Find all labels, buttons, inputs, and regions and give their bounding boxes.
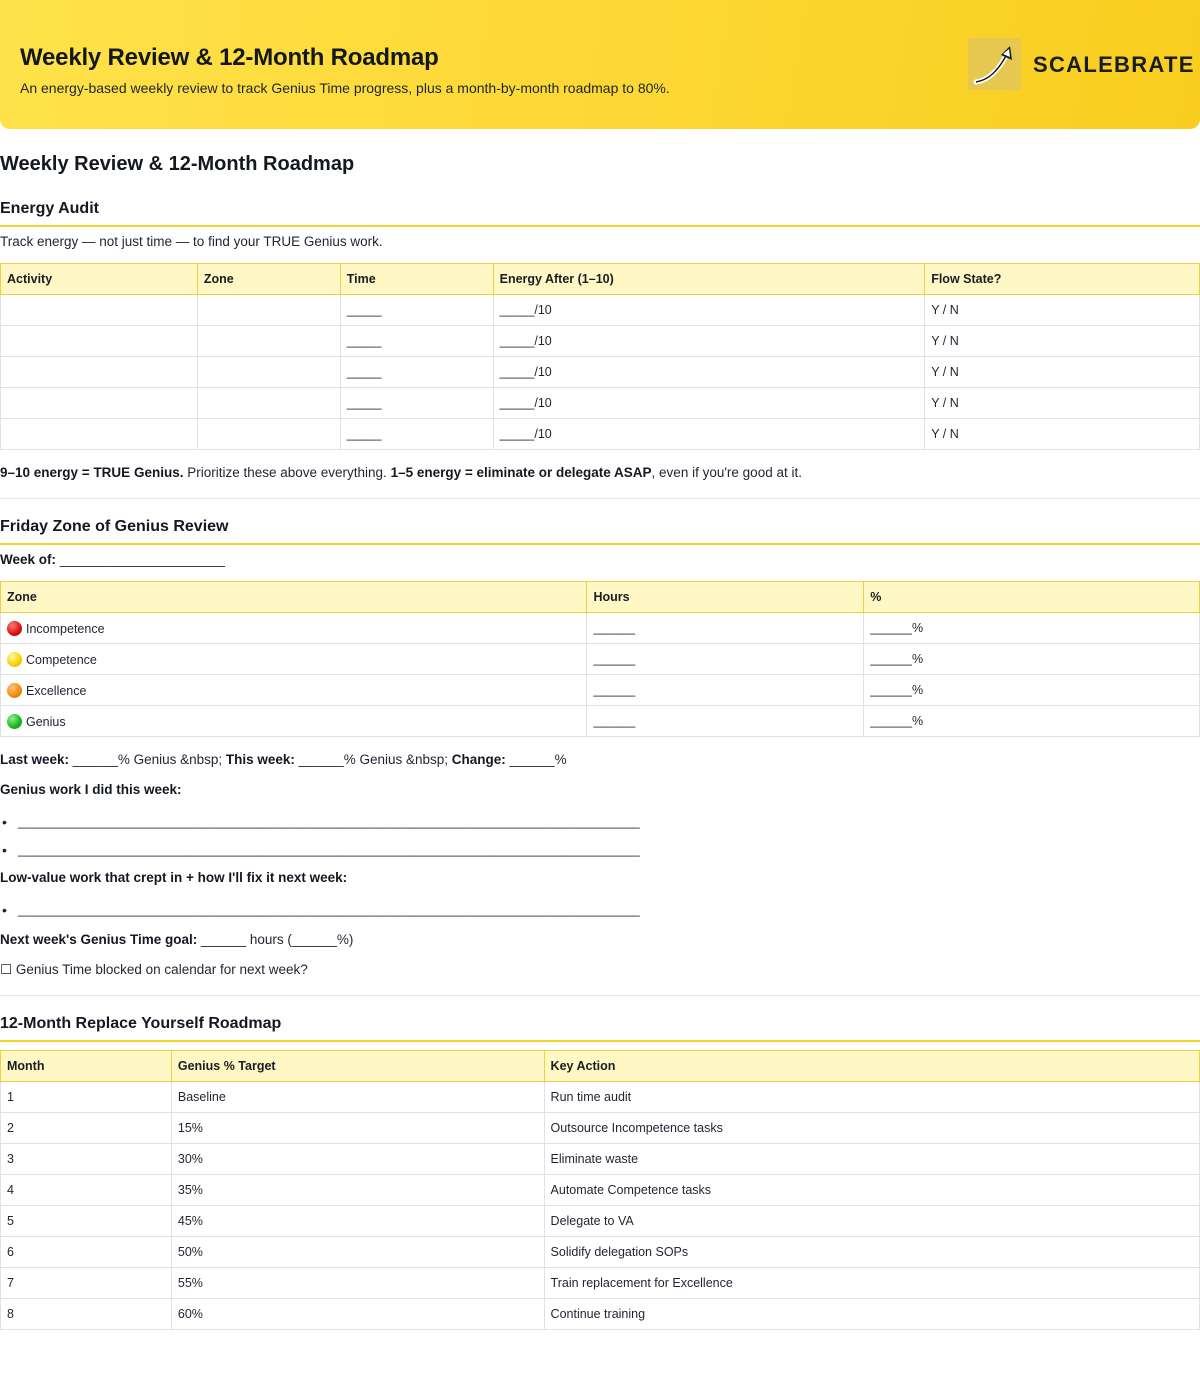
action-cell: Eliminate waste [544,1144,1199,1175]
zone-cell[interactable] [197,326,340,357]
section-underline [0,543,1200,545]
week-of-field[interactable] [0,552,225,567]
energy-cell[interactable]: _____/10 [493,388,925,419]
table-header-row [1,582,1200,613]
energy-note-text: , even if you're good at it. [651,465,802,480]
header-banner [0,0,1200,129]
zone-cell[interactable] [197,388,340,419]
activity-cell[interactable] [1,326,198,357]
low-value-list [18,900,640,928]
action-cell: Run time audit [544,1082,1199,1113]
last-week-text[interactable]: ______% Genius &nbsp; [69,752,226,767]
week-comparison-line [0,752,567,767]
target-cell: 35% [171,1175,544,1206]
zone-cell [1,675,587,706]
activity-cell[interactable] [1,419,198,450]
hours-cell[interactable]: ______ [587,675,864,706]
flow-state-cell[interactable]: Y / N [925,295,1200,326]
zone-cell [1,644,587,675]
target-cell: 45% [171,1206,544,1237]
column-header: Key Action [544,1051,1199,1082]
zone-label: Incompetence [26,621,105,636]
yellow-circle-icon [7,652,22,667]
energy-note [0,465,802,480]
header-subtitle: An energy-based weekly review to track Genius Time progress, plus a month-by-month roadmap to 80%. [20,80,670,96]
friday-review-heading: Friday Zone of Genius Review [0,518,229,535]
table-row [1,706,1200,737]
table-row [1,326,1200,357]
table-row [1,644,1200,675]
table-row [1,295,1200,326]
action-cell: Train replacement for Excellence [544,1268,1199,1299]
month-cell: 2 [1,1113,172,1144]
energy-note-text: Prioritize these above everything. [183,465,391,480]
table-header-row [1,264,1200,295]
genius-work-label [0,782,182,797]
roadmap-table-viewport [0,1050,1200,1321]
action-cell: Automate Competence tasks [544,1175,1199,1206]
hours-cell[interactable]: ______ [587,613,864,644]
column-header: Time [340,264,493,295]
month-cell: 4 [1,1175,172,1206]
section-underline [0,225,1200,227]
change-text[interactable]: ______% [505,752,567,767]
target-cell: 60% [171,1299,544,1330]
activity-cell[interactable] [1,295,198,326]
hours-cell[interactable]: ______ [587,644,864,675]
time-cell[interactable]: _____ [340,357,493,388]
zone-cell[interactable] [197,295,340,326]
month-cell: 7 [1,1268,172,1299]
month-cell: 5 [1,1206,172,1237]
calendar-checkbox[interactable]: ☐ Genius Time blocked on calendar for next week? [0,962,308,977]
this-week-text[interactable]: ______% Genius &nbsp; [294,752,452,767]
action-cell: Outsource Incompetence tasks [544,1113,1199,1144]
table-row [1,1206,1200,1237]
list-item[interactable]: • ______________________________________________________________________________________ [18,840,640,868]
genius-goal-label: Next week's Genius Time goal: [0,932,198,947]
page-title: Weekly Review & 12-Month Roadmap [0,153,355,175]
table-row [1,357,1200,388]
genius-goal-line[interactable] [0,932,353,947]
time-cell[interactable]: _____ [340,326,493,357]
percent-cell[interactable]: ______% [864,644,1200,675]
green-circle-icon [7,714,22,729]
percent-cell[interactable]: ______% [864,675,1200,706]
table-row [1,1175,1200,1206]
flow-state-cell[interactable]: Y / N [925,326,1200,357]
energy-audit-intro: Track energy — not just time — to find your TRUE Genius work. [0,234,383,249]
activity-cell[interactable] [1,388,198,419]
zone-label: Excellence [26,683,87,698]
column-header: Zone [1,582,587,613]
action-cell: Solidify delegation SOPs [544,1237,1199,1268]
section-divider [0,995,1200,996]
header-title: Weekly Review & 12-Month Roadmap [20,44,439,71]
low-value-label [0,870,347,885]
energy-audit-table [0,263,1200,450]
zone-hours-table [0,581,1200,737]
column-header: Hours [587,582,864,613]
column-header: Energy After (1–10) [493,264,925,295]
zone-label: Competence [26,652,97,667]
zone-cell [1,613,587,644]
month-cell: 6 [1,1237,172,1268]
target-cell: Baseline [171,1082,544,1113]
hours-cell[interactable]: ______ [587,706,864,737]
month-cell: 3 [1,1144,172,1175]
column-header: Flow State? [925,264,1200,295]
target-cell: 15% [171,1113,544,1144]
time-cell[interactable]: _____ [340,295,493,326]
table-row [1,1144,1200,1175]
column-header: % [864,582,1200,613]
column-header: Activity [1,264,198,295]
genius-work-label-text: Genius work I did this week: [0,782,182,797]
target-cell: 50% [171,1237,544,1268]
percent-cell[interactable]: ______% [864,613,1200,644]
section-underline [0,1040,1200,1042]
table-row [1,675,1200,706]
change-label: Change: [451,752,506,767]
section-divider [0,498,1200,499]
energy-cell[interactable]: _____/10 [493,295,925,326]
orange-circle-icon [7,683,22,698]
red-circle-icon [7,621,22,636]
table-row [1,1299,1200,1330]
table-row [1,1268,1200,1299]
week-of-blank: ______________________ [56,552,225,567]
table-row [1,1237,1200,1268]
time-cell[interactable]: _____ [340,419,493,450]
action-cell: Delegate to VA [544,1206,1199,1237]
list-item[interactable]: • ______________________________________________________________________________________ [18,900,640,928]
column-header: Month [1,1051,172,1082]
target-cell: 55% [171,1268,544,1299]
table-row [1,613,1200,644]
brand-name: SCALEBRATE [1033,52,1195,77]
last-week-label: Last week: [0,752,70,767]
energy-note-bold: 1–5 energy = eliminate or delegate ASAP [390,465,652,480]
zone-label: Genius [26,714,66,729]
table-header-row [1,1051,1200,1082]
energy-cell[interactable]: _____/10 [493,419,925,450]
genius-work-list [18,812,640,868]
target-cell: 30% [171,1144,544,1175]
zone-cell[interactable] [197,419,340,450]
flow-state-cell[interactable]: Y / N [925,388,1200,419]
roadmap-heading: 12-Month Replace Yourself Roadmap [0,1015,282,1032]
month-cell: 1 [1,1082,172,1113]
table-row [1,388,1200,419]
time-cell[interactable]: _____ [340,388,493,419]
flow-state-cell[interactable]: Y / N [925,419,1200,450]
column-header: Genius % Target [171,1051,544,1082]
flow-state-cell[interactable]: Y / N [925,357,1200,388]
genius-goal-text: ______ hours (______%) [197,932,354,947]
low-value-label-text: Low-value work that crept in + how I'll fix it next week: [0,870,348,885]
table-row [1,1082,1200,1113]
zone-cell[interactable] [197,357,340,388]
energy-note-bold: 9–10 energy = TRUE Genius. [0,465,184,480]
this-week-label: This week: [225,752,295,767]
zone-cell [1,706,587,737]
month-cell: 8 [1,1299,172,1330]
roadmap-table [0,1050,1200,1330]
action-cell: Continue training [544,1299,1199,1330]
energy-cell[interactable]: _____/10 [493,326,925,357]
column-header: Zone [197,264,340,295]
list-item[interactable]: • ______________________________________________________________________________________ [18,812,640,840]
table-row [1,1113,1200,1144]
energy-cell[interactable]: _____/10 [493,357,925,388]
energy-audit-heading: Energy Audit [0,200,99,217]
rising-arrow-logo-icon [968,38,1021,90]
percent-cell[interactable]: ______% [864,706,1200,737]
activity-cell[interactable] [1,357,198,388]
table-row [1,419,1200,450]
week-of-label: Week of: [0,552,57,567]
